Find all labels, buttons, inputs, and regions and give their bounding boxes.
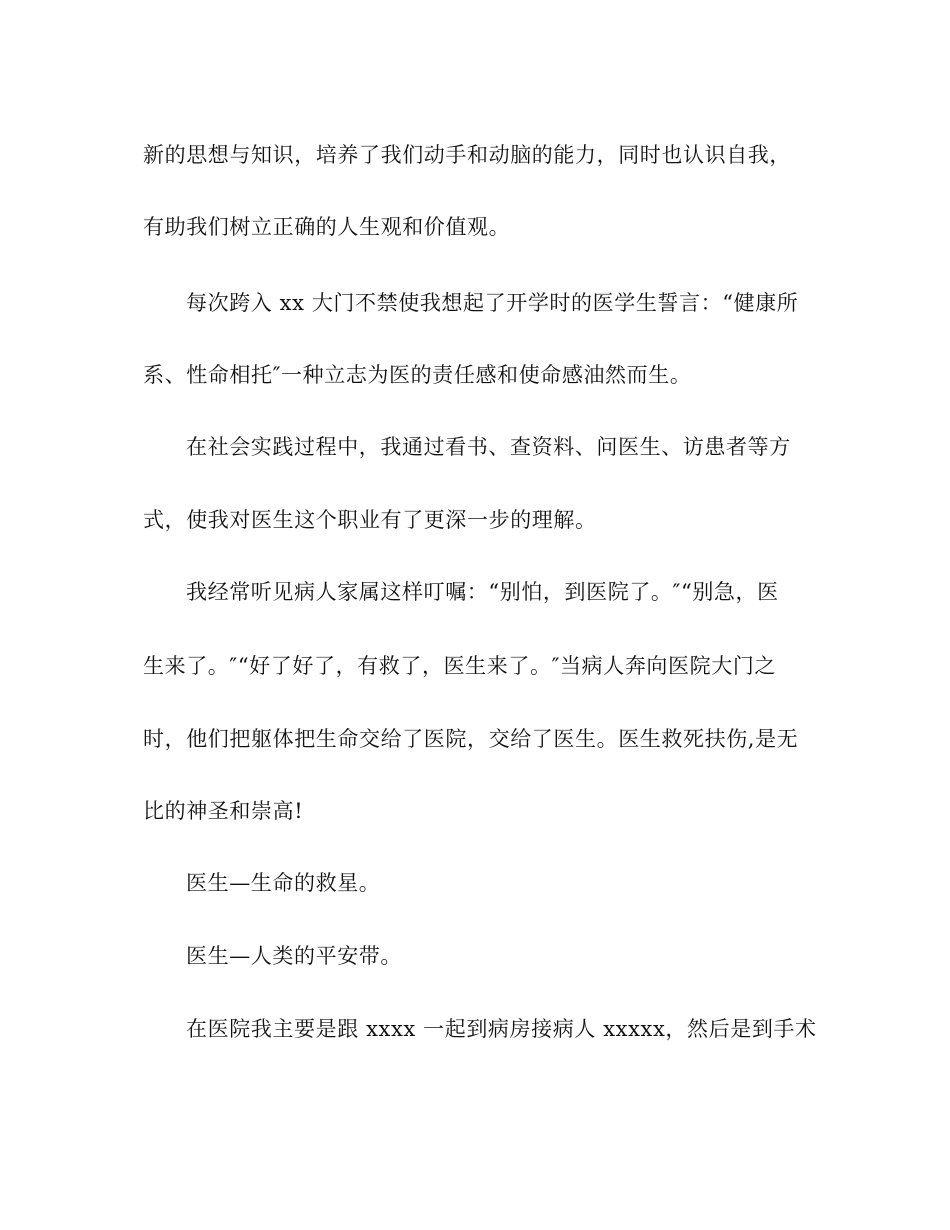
text-line: 新的思想与知识，培养了我们动手和动脑的能力，同时也认识自我， bbox=[143, 143, 791, 167]
text-line: 生来了。″“好了好了，有救了，医生来了。″当病人奔向医院大门之 bbox=[143, 654, 777, 678]
text-line: 式，使我对医生这个职业有了更深一步的理解。 bbox=[143, 508, 597, 532]
paragraph-start-line: 在医院我主要是跟 xxxx 一起到病房接病人 xxxxx，然后是到手术 bbox=[186, 1017, 817, 1041]
text-line: 比的神圣和崇高! bbox=[143, 799, 304, 823]
paragraph-line: 医生—生命的救星。 bbox=[186, 871, 381, 895]
text-line: 有助我们树立正确的人生观和价值观。 bbox=[143, 215, 511, 239]
paragraph-start-line: 在社会实践过程中，我通过看书、查资料、问医生、访患者等方 bbox=[186, 435, 791, 459]
text-line: 时，他们把躯体把生命交给了医院，交给了医生。医生救死扶伤,是无 bbox=[143, 727, 799, 751]
paragraph-start-line: 每次跨入 xx 大门不禁使我想起了开学时的医学生誓言：“健康所 bbox=[186, 291, 799, 315]
paragraph-line: 医生—人类的平安带。 bbox=[186, 944, 402, 968]
paragraph-start-line: 我经常听见病人家属这样叮嘱：“别怕，到医院了。″“别急，医 bbox=[186, 580, 779, 604]
text-line: 系、性命相托″一种立志为医的责任感和使命感油然而生。 bbox=[143, 363, 692, 387]
